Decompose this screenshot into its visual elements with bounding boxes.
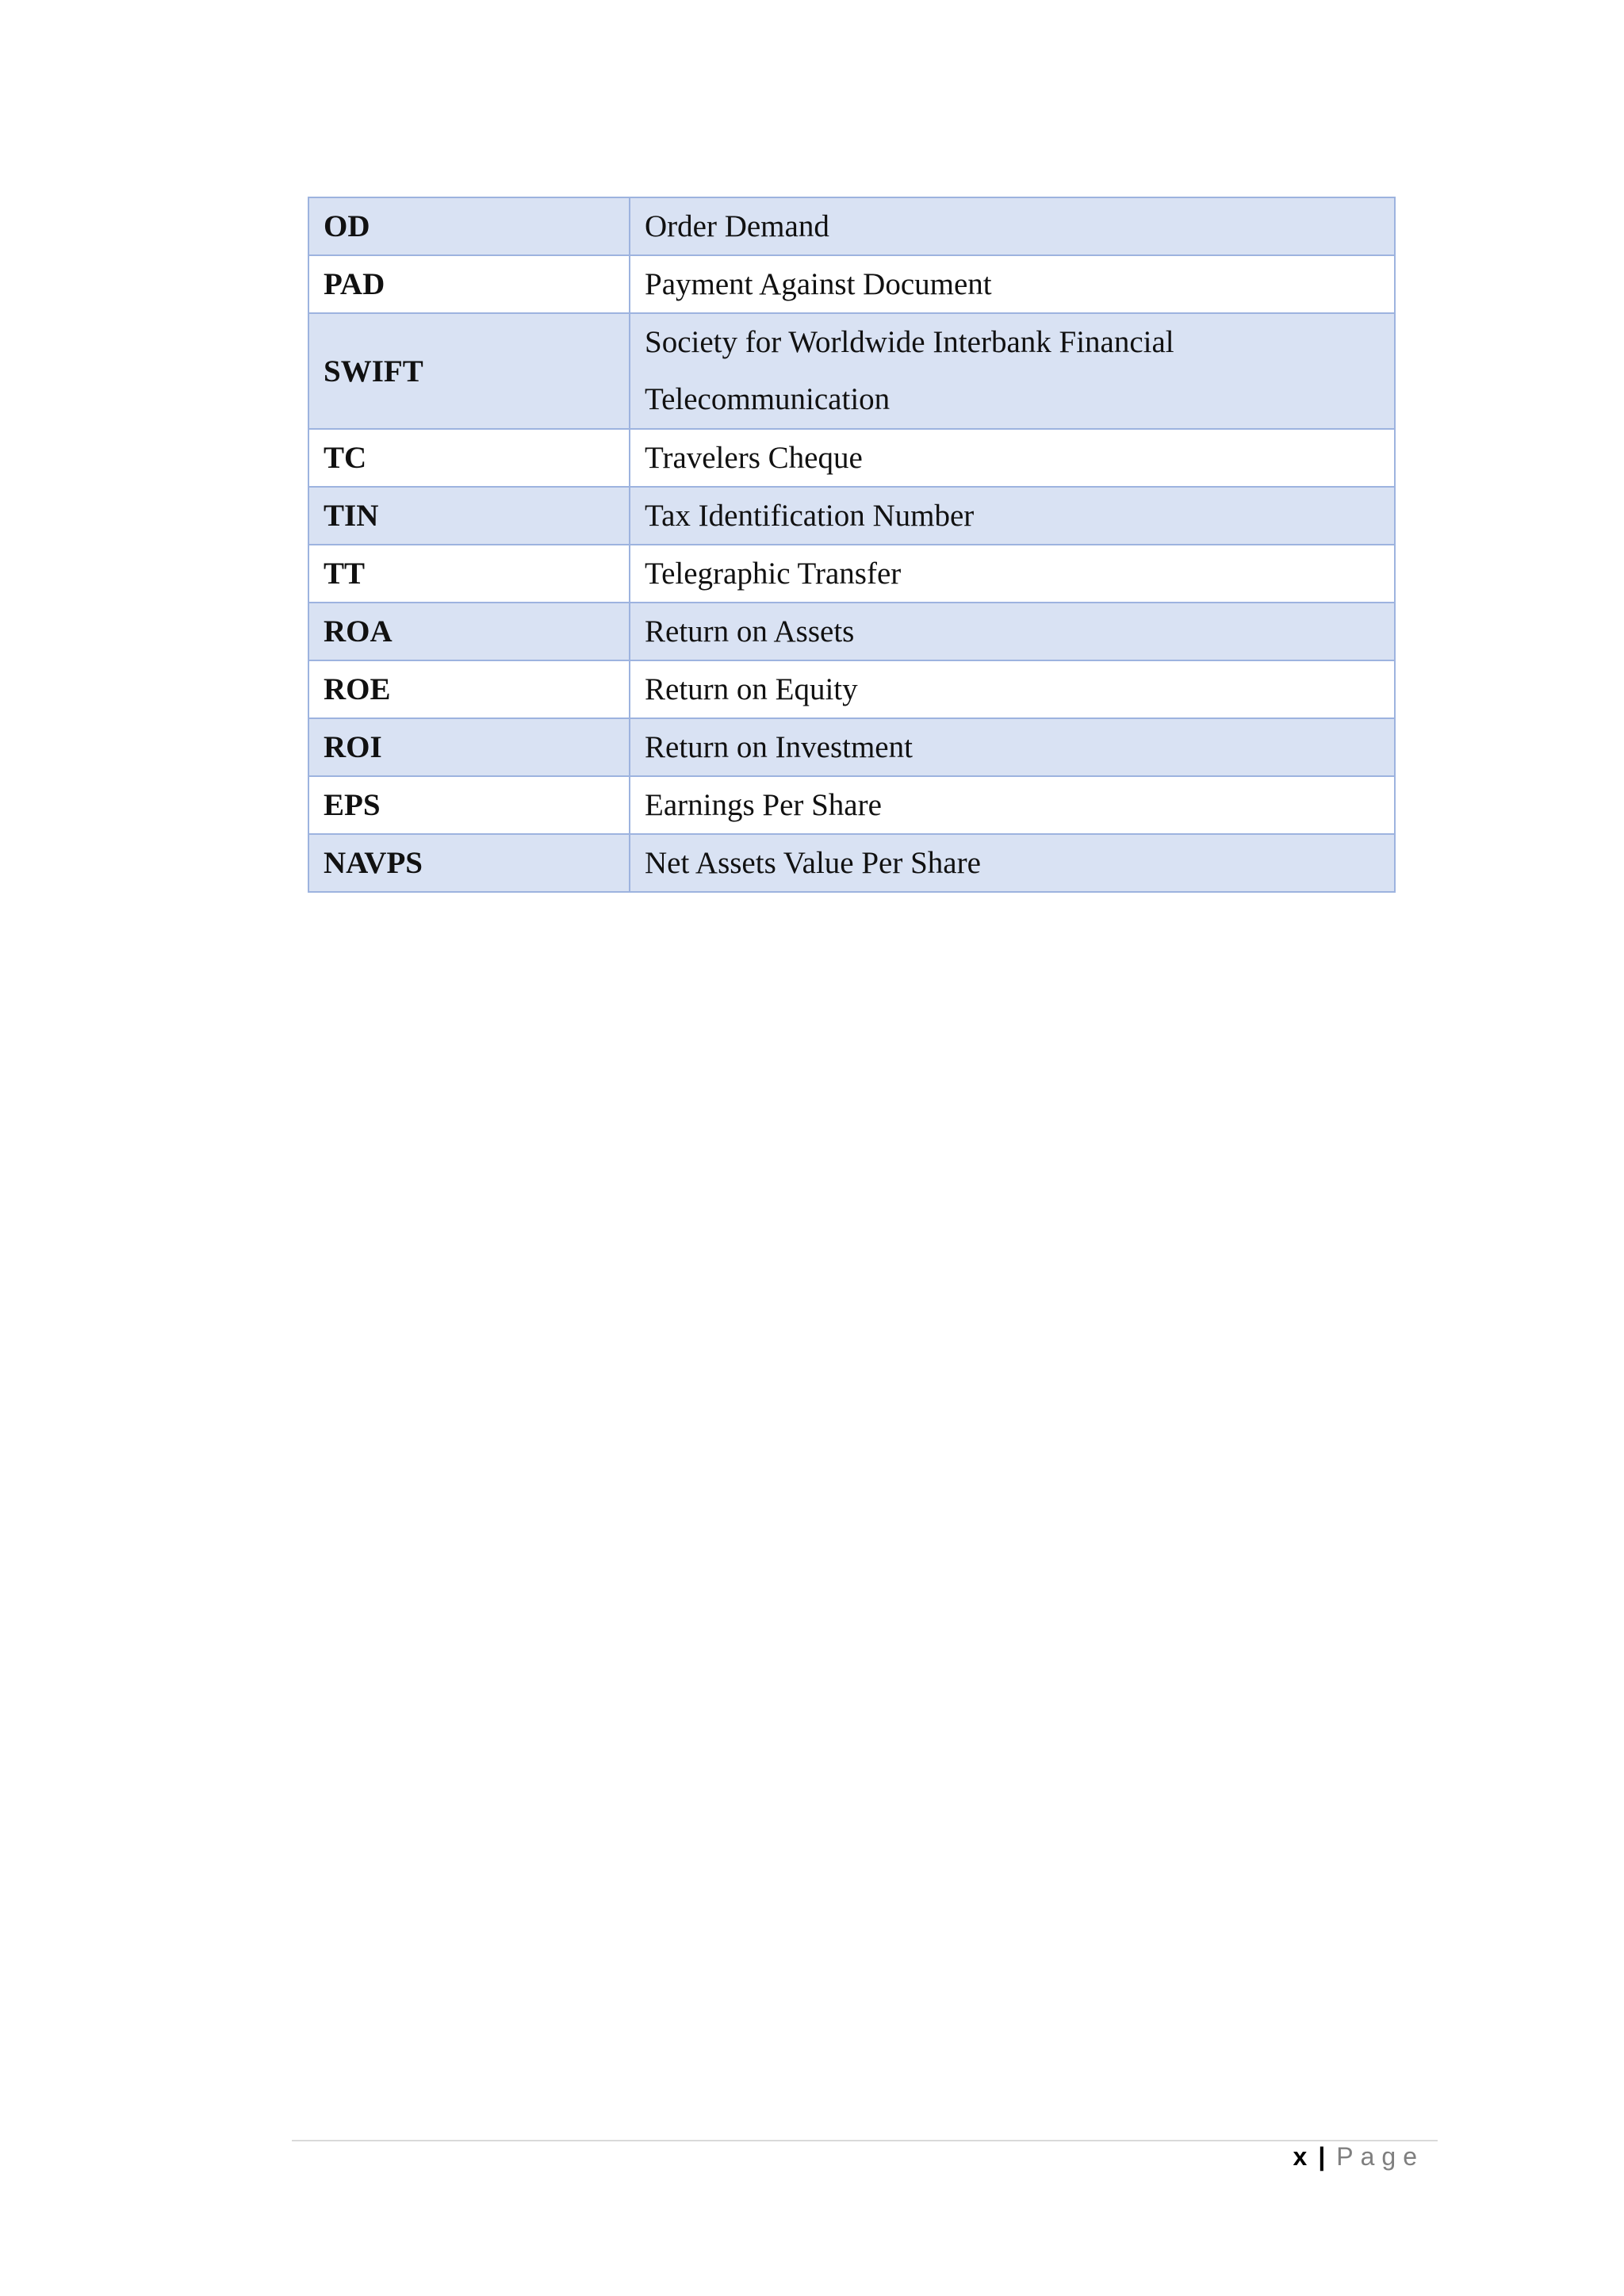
definition-cell: Tax Identification Number (630, 487, 1395, 545)
abbreviation-cell: ROE (308, 660, 630, 718)
table-row (308, 603, 1395, 660)
abbreviation-cell: ROI (308, 718, 630, 776)
table-row (308, 660, 1395, 718)
table-row (308, 313, 1395, 429)
abbreviations-table (308, 197, 1396, 893)
definition-cell: Net Assets Value Per Share (630, 834, 1395, 892)
definition-cell: Telegraphic Transfer (630, 545, 1395, 603)
definition-cell: Travelers Cheque (630, 429, 1395, 487)
abbreviation-cell: NAVPS (308, 834, 630, 892)
table-row (308, 776, 1395, 834)
table-row (308, 429, 1395, 487)
abbreviation-cell: PAD (308, 255, 630, 313)
footer-divider (292, 2140, 1438, 2141)
definition-cell: Payment Against Document (630, 255, 1395, 313)
page-footer (1293, 2139, 1424, 2174)
table-row (308, 487, 1395, 545)
table-row (308, 545, 1395, 603)
abbreviation-cell: OD (308, 197, 630, 255)
table-row (308, 834, 1395, 892)
abbreviation-cell: SWIFT (308, 313, 630, 429)
abbreviation-cell: TT (308, 545, 630, 603)
abbreviation-cell: ROA (308, 603, 630, 660)
abbreviation-cell: TC (308, 429, 630, 487)
page-label: Page (1336, 2142, 1424, 2171)
table-row (308, 718, 1395, 776)
definition-cell: Return on Investment (630, 718, 1395, 776)
table-row (308, 197, 1395, 255)
definition-cell: Return on Assets (630, 603, 1395, 660)
definition-cell: Earnings Per Share (630, 776, 1395, 834)
abbreviation-cell: EPS (308, 776, 630, 834)
table-row (308, 255, 1395, 313)
abbreviation-cell: TIN (308, 487, 630, 545)
footer-separator: | (1318, 2142, 1326, 2171)
definition-cell: Society for Worldwide Interbank Financial Telecommunication (630, 313, 1395, 429)
page-number: x (1293, 2142, 1308, 2171)
definition-cell: Return on Equity (630, 660, 1395, 718)
definition-cell: Order Demand (630, 197, 1395, 255)
